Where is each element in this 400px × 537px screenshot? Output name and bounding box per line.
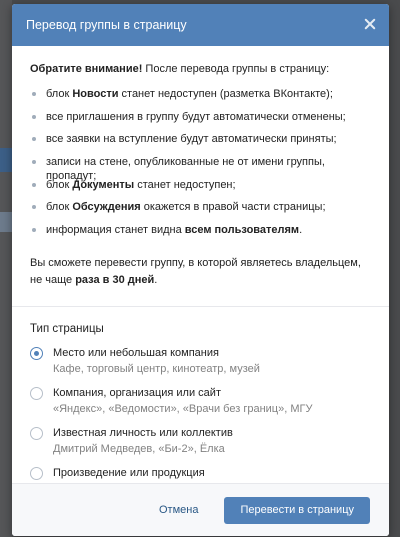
page-backdrop xyxy=(0,0,12,537)
item-text: все приглашения в группу будут автоматически отменены; xyxy=(46,110,346,123)
option-label: Известная личность или коллектив xyxy=(53,427,233,440)
item-text: все заявки на вступление будут автоматически приняты; xyxy=(46,133,337,146)
option-description: Кафе, торговый центр, кинотеатр, музей xyxy=(53,363,260,376)
item-text: блок xyxy=(46,88,73,100)
close-icon[interactable] xyxy=(363,17,377,31)
notice-intro: После перевода группы в страницу: xyxy=(142,63,330,75)
radio-icon[interactable] xyxy=(30,387,43,400)
item-text: блок xyxy=(46,201,73,214)
page-type-option-place[interactable] xyxy=(30,346,371,377)
option-description: «Яндекс», «Ведомости», «Врачи без границ», МГУ xyxy=(53,403,313,416)
item-text: записи на стене, опубликованные не от имени группы, пропадут; xyxy=(46,156,325,183)
consequence-list xyxy=(30,87,371,244)
list-item xyxy=(30,223,371,244)
dialog-footer xyxy=(12,483,389,536)
item-bold: Новости xyxy=(72,88,119,100)
notice-section xyxy=(12,46,389,289)
radio-selected-icon[interactable] xyxy=(30,347,43,360)
frequency-note xyxy=(30,255,371,289)
item-bold: Документы xyxy=(72,178,135,191)
dialog-title: Перевод группы в страницу xyxy=(26,18,187,32)
list-item xyxy=(30,155,371,183)
option-description: Дмитрий Медведев, «Би-2», Ёлка xyxy=(53,443,225,456)
option-label: Компания, организация или сайт xyxy=(53,387,221,400)
list-item xyxy=(30,178,371,199)
transfer-dialog xyxy=(12,4,389,536)
list-item xyxy=(30,87,371,108)
page-type-section xyxy=(12,307,389,497)
option-label: Место или небольшая компания xyxy=(53,347,219,360)
item-bold: Обсуждения xyxy=(72,201,141,214)
item-text: окажется в правой части страницы; xyxy=(140,201,326,214)
page-type-option-person[interactable] xyxy=(30,426,371,457)
list-item xyxy=(30,132,371,153)
dialog-header xyxy=(12,4,389,46)
page-type-title: Тип страницы xyxy=(30,323,104,336)
backdrop-fragment xyxy=(0,212,12,232)
note-text: . xyxy=(154,274,158,287)
item-text: . xyxy=(299,224,303,237)
radio-icon[interactable] xyxy=(30,427,43,440)
item-text: станет недоступен (разметка ВКонтакте); xyxy=(118,88,333,100)
item-text: станет недоступен; xyxy=(134,178,236,191)
list-item xyxy=(30,110,371,131)
attention-label: Обратите внимание! xyxy=(30,63,143,75)
option-label: Произведение или продукция xyxy=(53,467,205,480)
submit-button[interactable]: Перевести в страницу xyxy=(224,497,370,524)
page-type-option-company[interactable] xyxy=(30,386,371,417)
note-text: Вы сможете перевести группу, в которой являетесь владельцем, не чаще xyxy=(30,257,361,287)
item-text: информация станет видна xyxy=(46,224,185,237)
item-text: блок xyxy=(46,178,73,191)
radio-icon[interactable] xyxy=(30,467,43,480)
backdrop-fragment xyxy=(0,148,12,172)
cancel-button[interactable]: Отмена xyxy=(159,504,199,516)
notice-heading xyxy=(30,62,371,76)
item-bold: всем пользователям xyxy=(184,224,300,237)
list-item xyxy=(30,200,371,221)
note-bold: раза в 30 дней xyxy=(75,274,155,287)
